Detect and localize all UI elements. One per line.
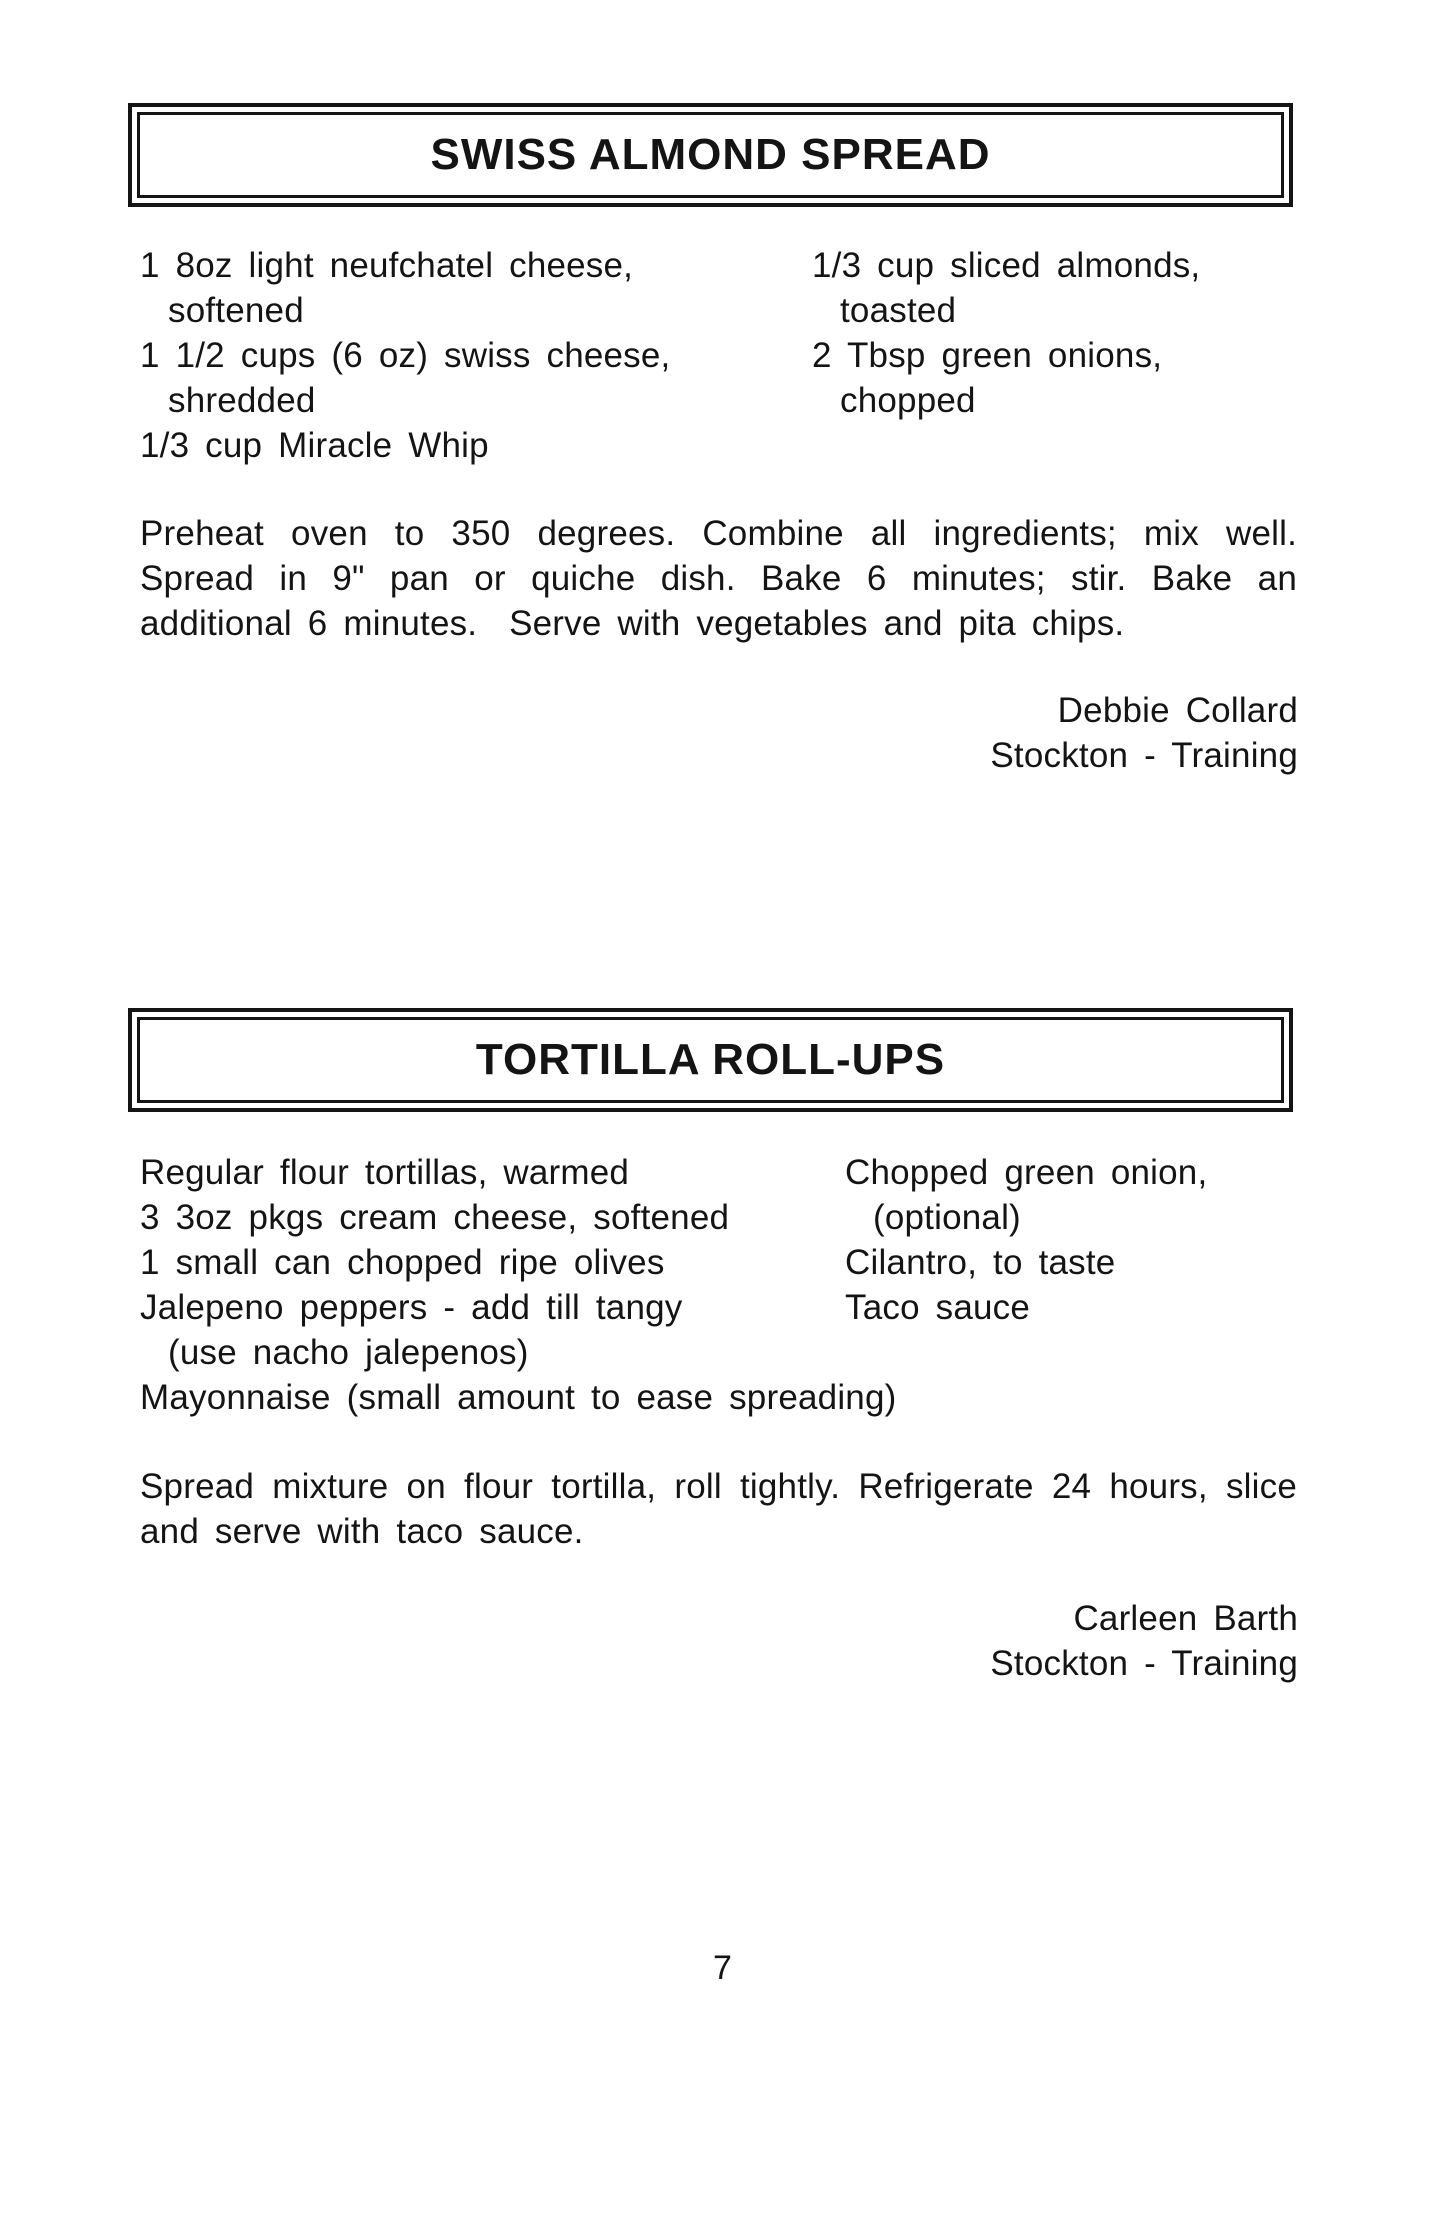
recipe-title-box: [128, 103, 1293, 207]
ingredient-line: Mayonnaise (small amount to ease spreading): [140, 1378, 897, 1417]
recipe-title-box-inner: [137, 112, 1284, 198]
instructions-line: Preheat oven to 350 degrees. Combine all ingredients; mix well.: [140, 514, 1297, 553]
instructions-line: additional 6 minutes. Serve with vegetables and pita chips.: [140, 604, 1125, 643]
recipe-title-box: [128, 1008, 1293, 1112]
ingredient-line: (use nacho jalepenos): [168, 1333, 529, 1372]
ingredient-line: softened: [168, 291, 304, 330]
recipe-title-box-inner: [137, 1017, 1284, 1103]
page-number: 7: [713, 1949, 732, 1987]
contributor-name: Debbie Collard: [1057, 691, 1298, 730]
instructions-paragraph: [140, 1464, 1297, 1554]
ingredient-line: 1 small can chopped ripe olives: [140, 1243, 665, 1282]
ingredient-line: (optional): [873, 1198, 1021, 1237]
ingredient-line: Chopped green onion,: [845, 1153, 1208, 1192]
ingredient-line: 1 1/2 cups (6 oz) swiss cheese,: [140, 336, 671, 375]
ingredients-right-column: [845, 1150, 1207, 1330]
ingredient-line: 1 8oz light neufchatel cheese,: [140, 246, 634, 285]
ingredients-full-width: [140, 1375, 896, 1420]
ingredients-right-column: [812, 243, 1200, 423]
contributor-name: Carleen Barth: [1073, 1599, 1298, 1638]
instructions-line: and serve with taco sauce.: [140, 1512, 584, 1551]
ingredient-line: Cilantro, to taste: [845, 1243, 1116, 1282]
ingredient-line: 2 Tbsp green onions,: [812, 336, 1163, 375]
ingredient-line: chopped: [840, 381, 976, 420]
ingredient-line: Taco sauce: [845, 1288, 1031, 1327]
recipe-title: TORTILLA ROLL-UPS: [475, 1035, 946, 1084]
ingredient-line: Jalepeno peppers - add till tangy: [140, 1288, 683, 1327]
instructions-line: Spread in 9" pan or quiche dish. Bake 6 minutes; stir. Bake an: [140, 559, 1297, 598]
instructions-line: Spread mixture on flour tortilla, roll tightly. Refrigerate 24 hours, slice: [140, 1467, 1297, 1506]
ingredient-line: Regular flour tortillas, warmed: [140, 1153, 630, 1192]
attribution: [990, 688, 1298, 778]
ingredient-line: 1/3 cup sliced almonds,: [812, 246, 1201, 285]
ingredient-line: toasted: [840, 291, 957, 330]
ingredients-left-column: [140, 1150, 729, 1375]
contributor-location: Stockton - Training: [990, 736, 1298, 775]
attribution: [990, 1596, 1298, 1686]
instructions-paragraph: [140, 511, 1297, 646]
ingredient-line: 1/3 cup Miracle Whip: [140, 426, 489, 465]
ingredient-line: 3 3oz pkgs cream cheese, softened: [140, 1198, 730, 1237]
contributor-location: Stockton - Training: [990, 1644, 1298, 1683]
recipe-title: SWISS ALMOND SPREAD: [430, 130, 991, 179]
ingredients-left-column: [140, 243, 670, 468]
ingredient-line: shredded: [168, 381, 316, 420]
